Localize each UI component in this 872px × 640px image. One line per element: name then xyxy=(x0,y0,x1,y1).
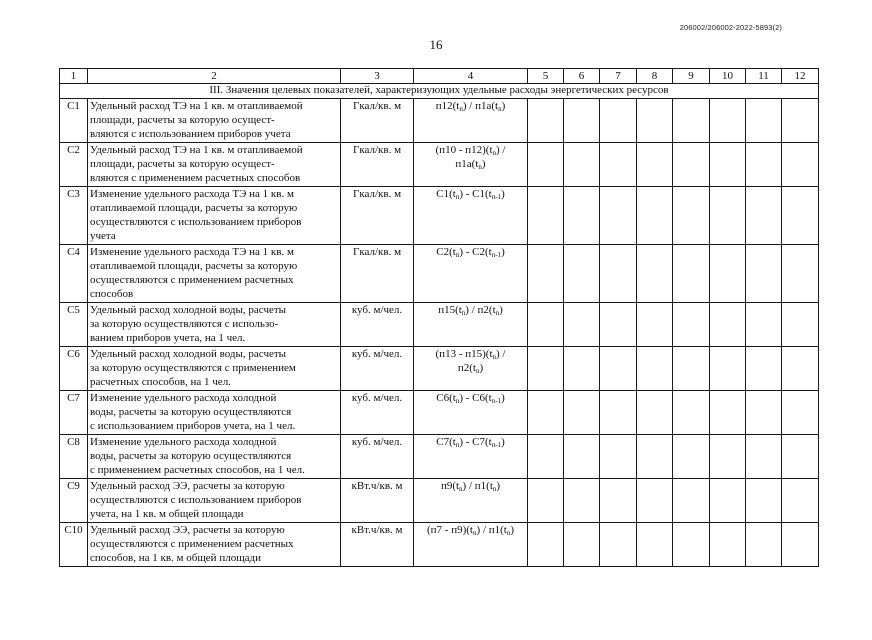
value-cell xyxy=(528,99,564,143)
value-cell xyxy=(746,435,782,479)
value-cell xyxy=(710,187,746,245)
value-cell xyxy=(564,99,600,143)
value-cell xyxy=(710,143,746,187)
table-row xyxy=(60,435,819,479)
value-cell xyxy=(528,143,564,187)
column-number: 3 xyxy=(341,69,414,84)
value-cell xyxy=(637,187,673,245)
value-cell xyxy=(600,187,637,245)
indicator-description: Изменение удельного расхода ТЭ на 1 кв. м отапливаемой площади, расчеты за которую осуществляются с использованием приборов учета xyxy=(88,187,341,245)
value-cell xyxy=(782,479,819,523)
value-cell xyxy=(528,245,564,303)
value-cell xyxy=(600,347,637,391)
section-title-row xyxy=(60,84,819,99)
value-cell xyxy=(673,391,710,435)
value-cell xyxy=(637,143,673,187)
value-cell xyxy=(746,523,782,567)
indicator-unit: Гкал/кв. м xyxy=(341,245,414,303)
indicator-formula: $С7(t_n) - С7(t_{n-1})$ xyxy=(414,435,528,479)
indicator-unit: Гкал/кв. м xyxy=(341,187,414,245)
indicator-description: Удельный расход ЭЭ, расчеты за которую осуществляются с использованием приборов учета, на 1 кв. м общей площади xyxy=(88,479,341,523)
value-cell xyxy=(746,187,782,245)
column-number: 11 xyxy=(746,69,782,84)
value-cell xyxy=(673,435,710,479)
indicator-description: Удельный расход холодной воды, расчеты за которую осуществляются с использо- ванием приборов учета, на 1 чел. xyxy=(88,303,341,347)
value-cell xyxy=(637,347,673,391)
value-cell xyxy=(746,99,782,143)
value-cell xyxy=(564,523,600,567)
table-row xyxy=(60,303,819,347)
value-cell xyxy=(746,479,782,523)
column-number: 9 xyxy=(673,69,710,84)
value-cell xyxy=(528,347,564,391)
value-cell xyxy=(782,245,819,303)
indicator-code: С10 xyxy=(60,523,88,567)
value-cell xyxy=(710,523,746,567)
value-cell xyxy=(637,245,673,303)
column-number: 5 xyxy=(528,69,564,84)
value-cell xyxy=(564,435,600,479)
value-cell xyxy=(746,303,782,347)
value-cell xyxy=(710,391,746,435)
document-registration-number: 206002/206002-2022-5893(2) xyxy=(679,23,782,32)
value-cell xyxy=(746,143,782,187)
column-number: 1 xyxy=(60,69,88,84)
value-cell xyxy=(637,99,673,143)
indicator-description: Удельный расход ТЭ на 1 кв. м отапливаемой площади, расчеты за которую осущест- вляются с применением расчетных способов xyxy=(88,143,341,187)
value-cell xyxy=(782,435,819,479)
indicator-description: Удельный расход ЭЭ, расчеты за которую осуществляются с применением расчетных способов, на 1 кв. м общей площади xyxy=(88,523,341,567)
indicator-formula: $С6(t_n) - С6(t_{n-1})$ xyxy=(414,391,528,435)
indicator-formula: $п12(t_n) / п1а(t_n)$ xyxy=(414,99,528,143)
value-cell xyxy=(782,523,819,567)
indicators-table xyxy=(59,68,819,567)
table-row xyxy=(60,143,819,187)
indicator-formula: $(п10 - п12)(t_n)$ / $п1а(t_n)$ xyxy=(414,143,528,187)
indicator-code: С9 xyxy=(60,479,88,523)
indicator-formula: $С1(t_n) - С1(t_{n-1})$ xyxy=(414,187,528,245)
value-cell xyxy=(564,143,600,187)
column-number: 2 xyxy=(88,69,341,84)
table-row xyxy=(60,99,819,143)
value-cell xyxy=(710,245,746,303)
value-cell xyxy=(782,303,819,347)
value-cell xyxy=(782,187,819,245)
value-cell xyxy=(600,303,637,347)
indicator-code: С6 xyxy=(60,347,88,391)
indicator-description: Удельный расход ТЭ на 1 кв. м отапливаемой площади, расчеты за которую осущест- вляются с использованием приборов учета xyxy=(88,99,341,143)
column-number: 7 xyxy=(600,69,637,84)
value-cell xyxy=(782,143,819,187)
value-cell xyxy=(600,523,637,567)
value-cell xyxy=(673,187,710,245)
value-cell xyxy=(637,435,673,479)
value-cell xyxy=(637,303,673,347)
indicator-code: С3 xyxy=(60,187,88,245)
table-row xyxy=(60,187,819,245)
value-cell xyxy=(782,347,819,391)
column-numbers-row xyxy=(60,69,819,84)
indicator-unit: Гкал/кв. м xyxy=(341,99,414,143)
value-cell xyxy=(528,523,564,567)
indicator-formula: $п15(t_n) / п2(t_n)$ xyxy=(414,303,528,347)
indicator-code: С5 xyxy=(60,303,88,347)
value-cell xyxy=(564,479,600,523)
indicator-code: С4 xyxy=(60,245,88,303)
indicator-description: Изменение удельного расхода ТЭ на 1 кв. м отапливаемой площади, расчеты за которую осуществляются с применением расчетных способов xyxy=(88,245,341,303)
column-number: 6 xyxy=(564,69,600,84)
indicator-formula: $(п13 - п15)(t_n)$ / $п2(t_n)$ xyxy=(414,347,528,391)
section-title: III. Значения целевых показателей, характеризующих удельные расходы энергетических ресурсов xyxy=(60,84,819,99)
indicator-code: С1 xyxy=(60,99,88,143)
value-cell xyxy=(673,479,710,523)
value-cell xyxy=(746,245,782,303)
value-cell xyxy=(710,435,746,479)
indicator-description: Изменение удельного расхода холодной воды, расчеты за которую осуществляются с использованием приборов учета, на 1 чел. xyxy=(88,391,341,435)
value-cell xyxy=(528,303,564,347)
table-row xyxy=(60,479,819,523)
indicator-unit: куб. м/чел. xyxy=(341,391,414,435)
indicator-code: С8 xyxy=(60,435,88,479)
indicator-unit: Гкал/кв. м xyxy=(341,143,414,187)
value-cell xyxy=(710,303,746,347)
indicator-formula: $С2(t_n) - С2(t_{n-1})$ xyxy=(414,245,528,303)
value-cell xyxy=(710,347,746,391)
value-cell xyxy=(564,391,600,435)
value-cell xyxy=(710,99,746,143)
value-cell xyxy=(673,99,710,143)
value-cell xyxy=(600,143,637,187)
indicator-unit: куб. м/чел. xyxy=(341,435,414,479)
page-number: 16 xyxy=(429,37,443,52)
value-cell xyxy=(600,479,637,523)
value-cell xyxy=(746,391,782,435)
value-cell xyxy=(782,391,819,435)
value-cell xyxy=(746,347,782,391)
value-cell xyxy=(673,303,710,347)
value-cell xyxy=(637,523,673,567)
value-cell xyxy=(528,479,564,523)
column-number: 10 xyxy=(710,69,746,84)
indicator-unit: куб. м/чел. xyxy=(341,303,414,347)
value-cell xyxy=(564,347,600,391)
value-cell xyxy=(637,391,673,435)
value-cell xyxy=(564,303,600,347)
indicator-unit: куб. м/чел. xyxy=(341,347,414,391)
value-cell xyxy=(600,435,637,479)
value-cell xyxy=(600,245,637,303)
table-row xyxy=(60,245,819,303)
indicator-description: Изменение удельного расхода холодной воды, расчеты за которую осуществляются с применением расчетных способов, на 1 чел. xyxy=(88,435,341,479)
indicator-code: С7 xyxy=(60,391,88,435)
value-cell xyxy=(564,245,600,303)
table-row xyxy=(60,391,819,435)
indicator-code: С2 xyxy=(60,143,88,187)
value-cell xyxy=(673,523,710,567)
value-cell xyxy=(637,479,673,523)
column-number: 12 xyxy=(782,69,819,84)
value-cell xyxy=(528,187,564,245)
value-cell xyxy=(564,187,600,245)
value-cell xyxy=(528,391,564,435)
table-row xyxy=(60,523,819,567)
indicator-formula: $п9(t_n) / п1(t_n)$ xyxy=(414,479,528,523)
column-number: 4 xyxy=(414,69,528,84)
column-number: 8 xyxy=(637,69,673,84)
value-cell xyxy=(528,435,564,479)
value-cell xyxy=(673,245,710,303)
value-cell xyxy=(673,347,710,391)
value-cell xyxy=(782,99,819,143)
indicator-unit: кВт.ч/кв. м xyxy=(341,523,414,567)
value-cell xyxy=(600,391,637,435)
indicator-description: Удельный расход холодной воды, расчеты за которую осуществляются с применением расчетных способов, на 1 чел. xyxy=(88,347,341,391)
table-row xyxy=(60,347,819,391)
indicator-formula: $(п7 - п9)(t_n) / п1(t_n)$ xyxy=(414,523,528,567)
value-cell xyxy=(673,143,710,187)
value-cell xyxy=(600,99,637,143)
value-cell xyxy=(710,479,746,523)
indicator-unit: кВт.ч/кв. м xyxy=(341,479,414,523)
